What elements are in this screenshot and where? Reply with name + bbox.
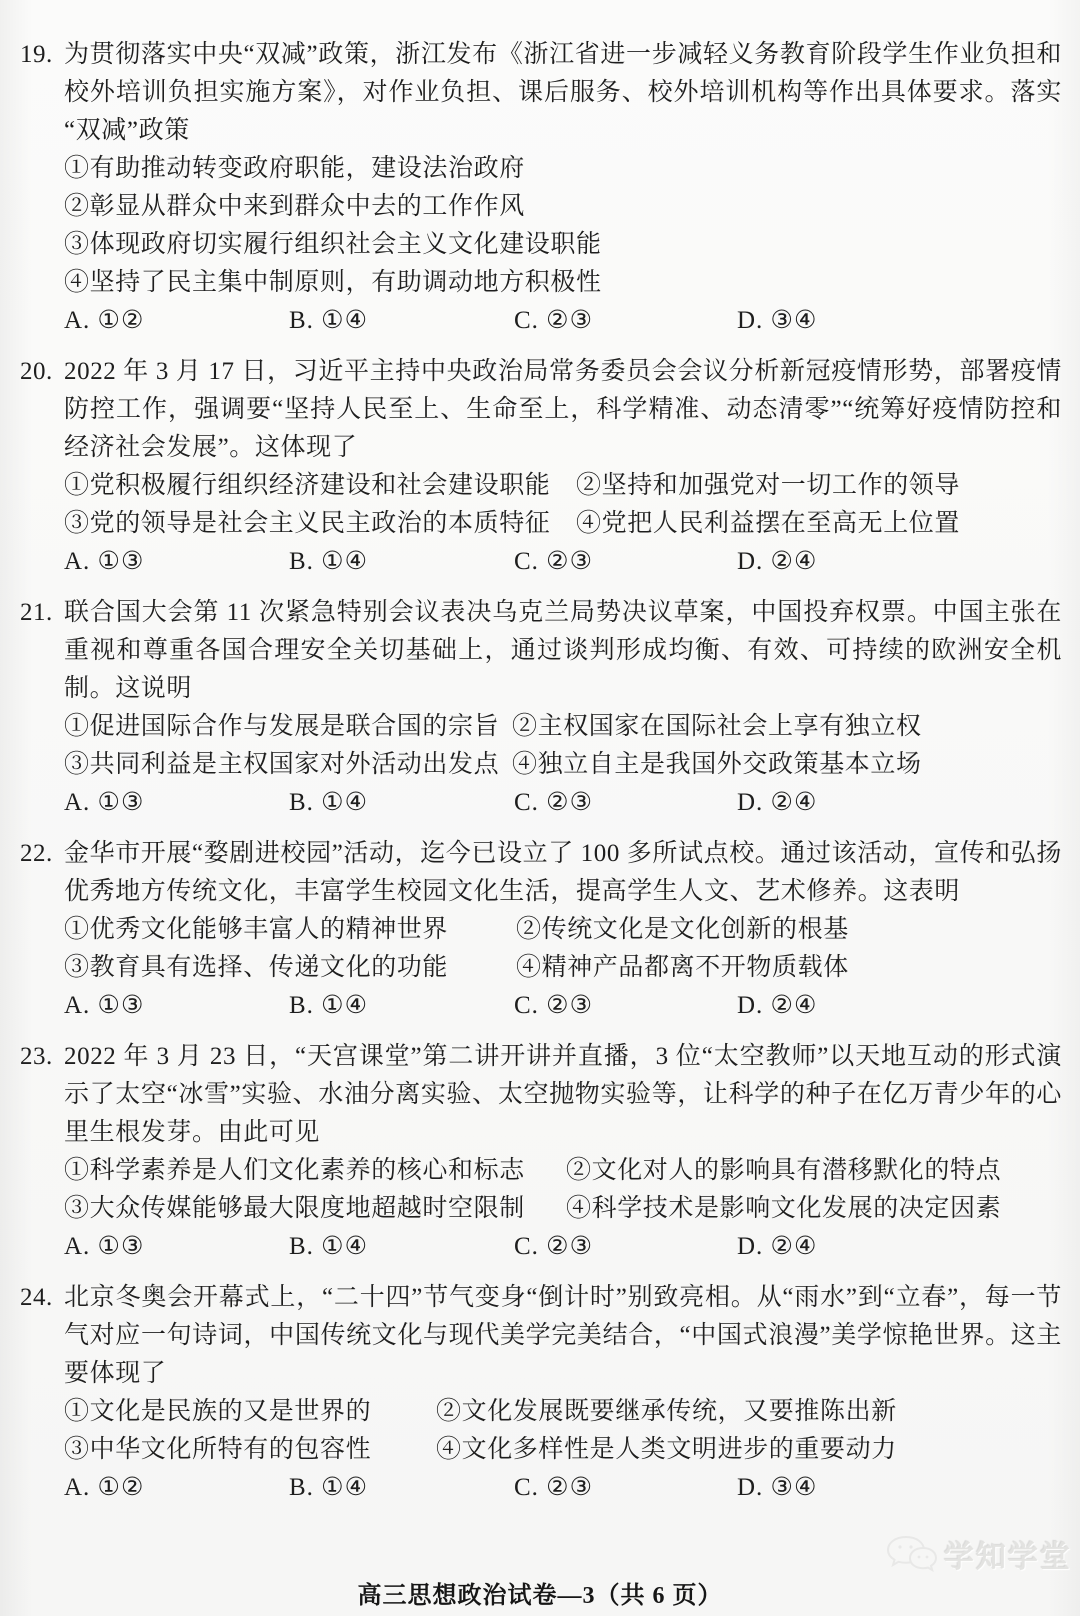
choice-b: B. ①④ [289,789,368,816]
statement-item-4: ④坚持了民主集中制原则，有助调动地方积极性 [64,269,602,296]
statement-item-4: ④精神产品都离不开物质载体 [516,954,849,981]
choice-a: A. ①② [64,1474,145,1501]
question-number: 23. [20,1043,53,1070]
watermark-text: 学知学堂 [944,1541,1072,1574]
choice-row [64,1228,1062,1266]
question-stem: 2022 年 3 月 17 日，习近平主持中央政治局常务委员会会议分析新冠疫情形势，部署疫情防控工作，强调要“坚持人民至上、生命至上，科学精准、动态清零”“统筹好疫情防控和经济社会发展”。这体现了 [64,358,1062,461]
choice-b: B. ①④ [289,1474,368,1501]
question-stem: 为贯彻落实中央“双减”政策，浙江发布《浙江省进一步减轻义务教育阶段学生作业负担和校外培训负担实施方案》，对作业负担、课后服务、校外培训机构等作出具体要求。落实“双减”政策 [64,41,1062,144]
question-number: 19. [20,41,53,68]
choice-a: A. ①③ [64,548,145,575]
question-number: 20. [20,358,53,385]
statement-list [64,1152,1062,1228]
statement-item-3: ③共同利益是主权国家对外活动出发点 [64,751,500,778]
statement-list [64,1393,1062,1469]
statement-item-4: ④独立自主是我国外交政策基本立场 [512,751,922,778]
chat-bubbles-icon [886,1534,938,1574]
question-23 [20,1038,1062,1266]
question-stem: 金华市开展“婺剧进校园”活动，迄今已设立了 100 多所试点校。通过该活动，宣传和弘扬优秀地方传统文化，丰富学生校园文化生活，提高学生人文、艺术修养。这表明 [64,840,1062,905]
choice-d: D. ②④ [737,992,818,1019]
choice-b: B. ①④ [289,307,368,334]
question-body [64,1279,1062,1507]
statement-item-2: ②彰显从群众中来到群众中去的工作作风 [64,193,525,220]
statement-item-2: ②文化对人的影响具有潜移默化的特点 [566,1157,1002,1184]
statement-item-1: ①优秀文化能够丰富人的精神世界 [64,916,449,943]
choice-row [64,1469,1062,1507]
choice-b: B. ①④ [289,548,368,575]
statement-list [64,150,1062,302]
question-number: 22. [20,840,53,867]
choice-c: C. ②③ [514,1474,593,1501]
statement-item-4: ④党把人民利益摆在至高无上位置 [576,510,961,537]
question-24 [20,1279,1062,1507]
statement-item-3: ③教育具有选择、传递文化的功能 [64,954,449,981]
choice-a: A. ①③ [64,992,145,1019]
statement-item-2: ②文化发展既要继承传统，又要推陈出新 [436,1398,897,1425]
choice-a: A. ①② [64,307,145,334]
choice-b: B. ①④ [289,1233,368,1260]
question-body [64,36,1062,340]
question-19 [20,36,1062,340]
choice-c: C. ②③ [514,789,593,816]
choice-d: D. ③④ [737,1474,818,1501]
question-body [64,1038,1062,1266]
statement-item-1: ①党积极履行组织经济建设和社会建设职能 [64,472,551,499]
choice-d: D. ②④ [737,789,818,816]
statement-list [64,708,1062,784]
choice-row [64,543,1062,581]
statement-item-2: ②坚持和加强党对一切工作的领导 [576,472,961,499]
statement-item-3: ③党的领导是社会主义民主政治的本质特征 [64,510,551,537]
statement-list [64,467,1062,543]
statement-item-3: ③体现政府切实履行组织社会主义文化建设职能 [64,231,602,258]
question-body [64,594,1062,822]
question-21 [20,594,1062,822]
choice-d: D. ②④ [737,1233,818,1260]
statement-item-3: ③中华文化所特有的包容性 [64,1436,372,1463]
choice-b: B. ①④ [289,992,368,1019]
choice-c: C. ②③ [514,548,593,575]
choice-a: A. ①③ [64,1233,145,1260]
statement-item-4: ④科学技术是影响文化发展的决定因素 [566,1195,1002,1222]
statement-item-2: ②传统文化是文化创新的根基 [516,916,849,943]
choice-c: C. ②③ [514,1233,593,1260]
question-20 [20,353,1062,581]
question-number: 24. [20,1284,53,1311]
watermark [886,1532,1072,1576]
statement-item-3: ③大众传媒能够最大限度地超越时空限制 [64,1195,525,1222]
page-footer: 高三思想政治试卷—3（共 6 页） [357,1583,723,1609]
choice-row [64,987,1062,1025]
choice-c: C. ②③ [514,307,593,334]
choice-a: A. ①③ [64,789,145,816]
question-body [64,835,1062,1025]
question-body [64,353,1062,581]
choice-row [64,302,1062,340]
choice-c: C. ②③ [514,992,593,1019]
statement-item-1: ①文化是民族的又是世界的 [64,1398,372,1425]
choice-d: D. ②④ [737,548,818,575]
choice-d: D. ③④ [737,307,818,334]
statement-item-1: ①促进国际合作与发展是联合国的宗旨 [64,713,500,740]
statement-list [64,911,1062,987]
question-stem: 2022 年 3 月 23 日，“天宫课堂”第二讲开讲并直播，3 位“太空教师”以天地互动的形式演示了太空“冰雪”实验、水油分离实验、太空抛物实验等，让科学的种子在亿万青少年的心里生根发芽。由此可见 [64,1043,1062,1146]
choice-row [64,784,1062,822]
question-number: 21. [20,599,53,626]
question-stem: 北京冬奥会开幕式上，“二十四”节气变身“倒计时”别致亮相。从“雨水”到“立春”，每一节气对应一句诗词，中国传统文化与现代美学完美结合，“中国式浪漫”美学惊艳世界。这主要体现了 [64,1284,1062,1387]
statement-item-4: ④文化多样性是人类文明进步的重要动力 [436,1436,897,1463]
question-22 [20,835,1062,1025]
statement-item-1: ①有助推动转变政府职能，建设法治政府 [64,155,525,182]
statement-item-2: ②主权国家在国际社会上享有独立权 [512,713,922,740]
question-stem: 联合国大会第 11 次紧急特别会议表决乌克兰局势决议草案，中国投弃权票。中国主张在重视和尊重各国合理安全关切基础上，通过谈判形成均衡、有效、可持续的欧洲安全机制。这说明 [64,599,1062,702]
statement-item-1: ①科学素养是人们文化素养的核心和标志 [64,1157,525,1184]
